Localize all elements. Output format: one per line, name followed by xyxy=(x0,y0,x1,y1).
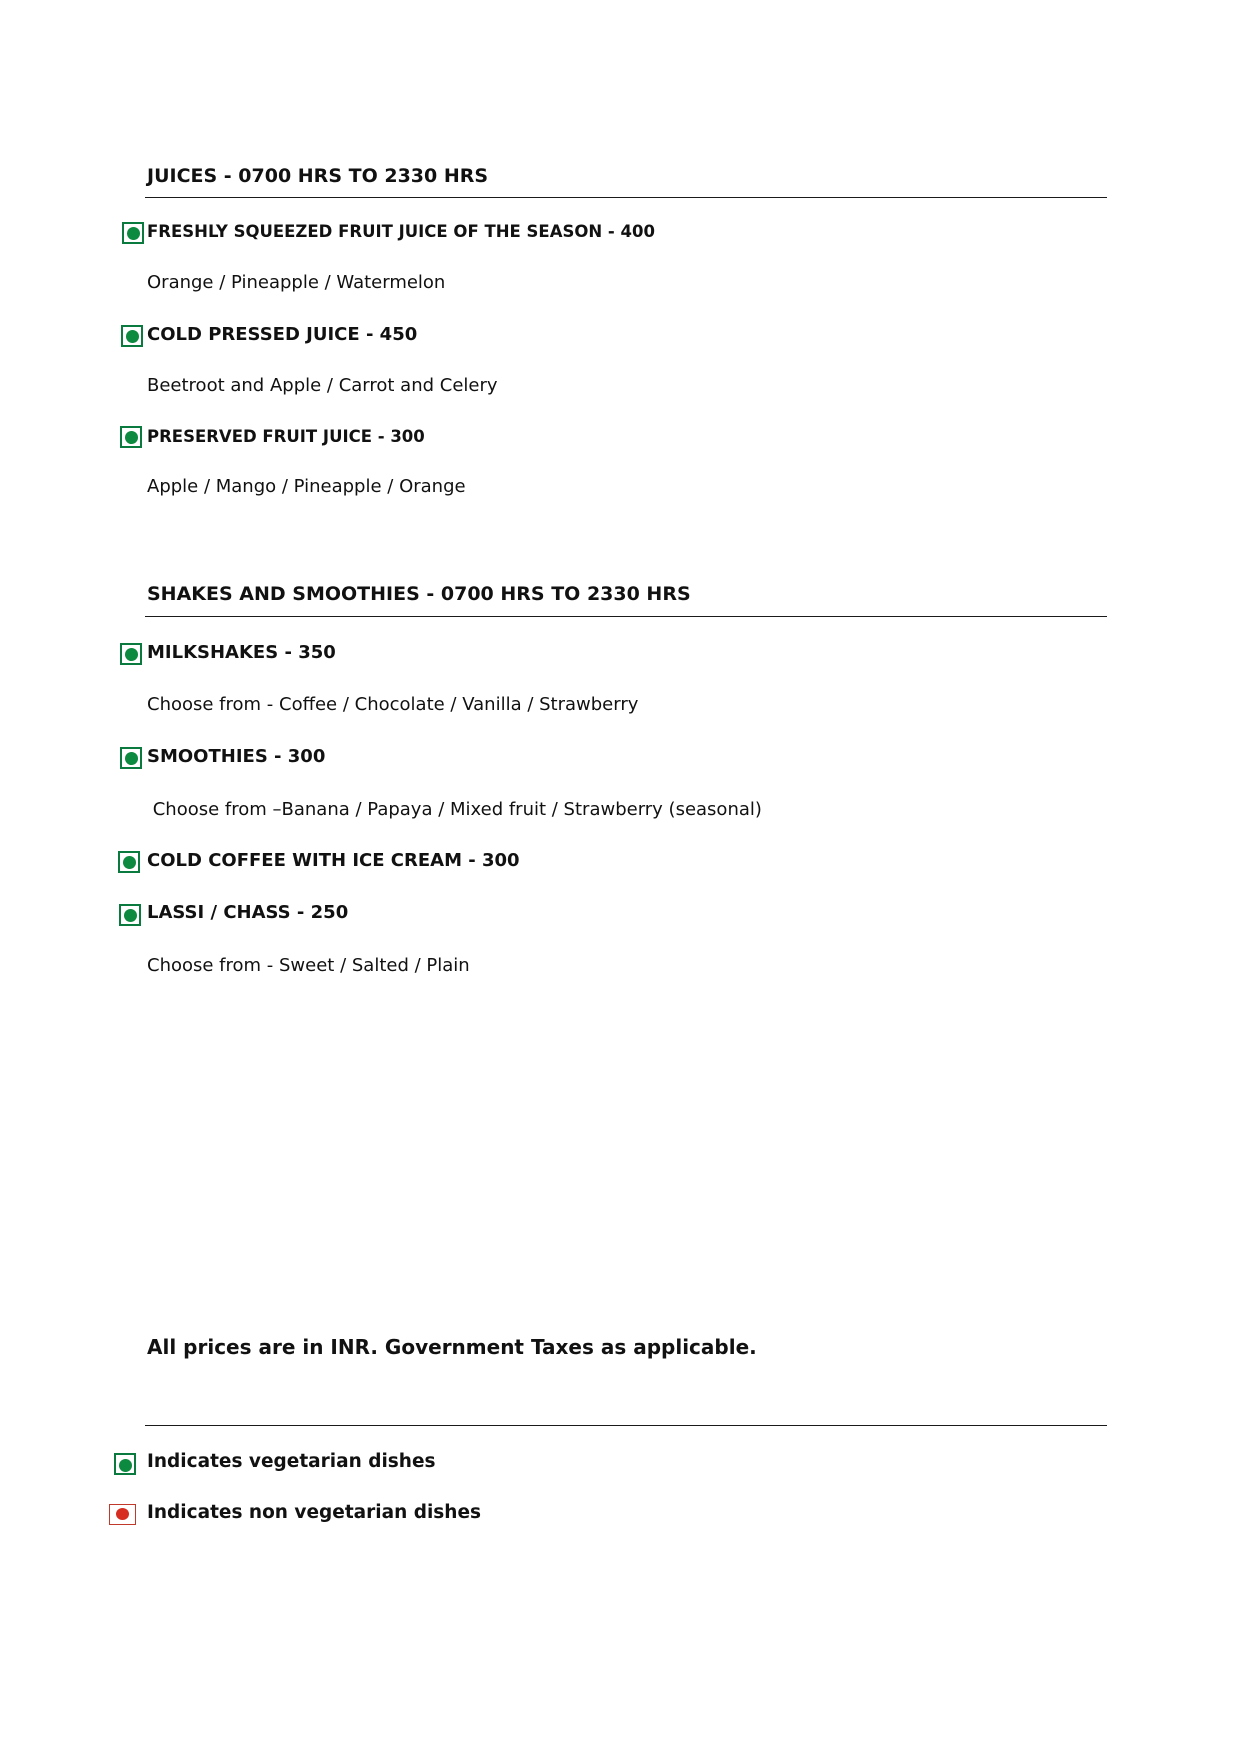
menu-item-name: MILKSHAKES - 350 xyxy=(147,642,336,663)
price-note: All prices are in INR. Government Taxes as applicable. xyxy=(147,1335,757,1359)
section-title-shakes-smoothies: SHAKES AND SMOOTHIES - 0700 HRS TO 2330 HRS xyxy=(147,583,691,605)
menu-item-desc: Orange / Pineapple / Watermelon xyxy=(147,272,446,293)
menu-item-desc: Beetroot and Apple / Carrot and Celery xyxy=(147,375,498,396)
menu-item-name: PRESERVED FRUIT JUICE - 300 xyxy=(147,427,425,446)
menu-item-name: FRESHLY SQUEEZED FRUIT JUICE OF THE SEASON - 400 xyxy=(147,222,655,241)
menu-item-desc: Apple / Mango / Pineapple / Orange xyxy=(147,476,466,497)
footer-divider xyxy=(145,1425,1107,1426)
veg-icon xyxy=(122,222,144,244)
veg-icon xyxy=(118,851,140,873)
legend-veg-label: Indicates vegetarian dishes xyxy=(147,1451,436,1472)
section-divider-juices xyxy=(145,197,1107,198)
menu-item-name: SMOOTHIES - 300 xyxy=(147,746,326,767)
section-divider-shakes-smoothies xyxy=(145,616,1107,617)
menu-item-name: LASSI / CHASS - 250 xyxy=(147,902,349,923)
nonveg-legend-icon xyxy=(109,1504,136,1525)
section-title-juices: JUICES - 0700 HRS TO 2330 HRS xyxy=(147,165,489,187)
legend-nonveg-label: Indicates non vegetarian dishes xyxy=(147,1502,482,1523)
menu-item-desc: Choose from –Banana / Papaya / Mixed fruit / Strawberry (seasonal) xyxy=(147,799,762,820)
veg-icon xyxy=(121,325,143,347)
veg-icon xyxy=(119,904,141,926)
menu-item-desc: Choose from - Coffee / Chocolate / Vanilla / Strawberry xyxy=(147,694,639,715)
veg-icon xyxy=(120,747,142,769)
menu-item-name: COLD COFFEE WITH ICE CREAM - 300 xyxy=(147,850,520,871)
veg-icon xyxy=(120,643,142,665)
menu-item-name: COLD PRESSED JUICE - 450 xyxy=(147,324,418,345)
veg-legend-icon xyxy=(114,1453,136,1475)
veg-icon xyxy=(120,426,142,448)
menu-item-desc: Choose from - Sweet / Salted / Plain xyxy=(147,955,470,976)
